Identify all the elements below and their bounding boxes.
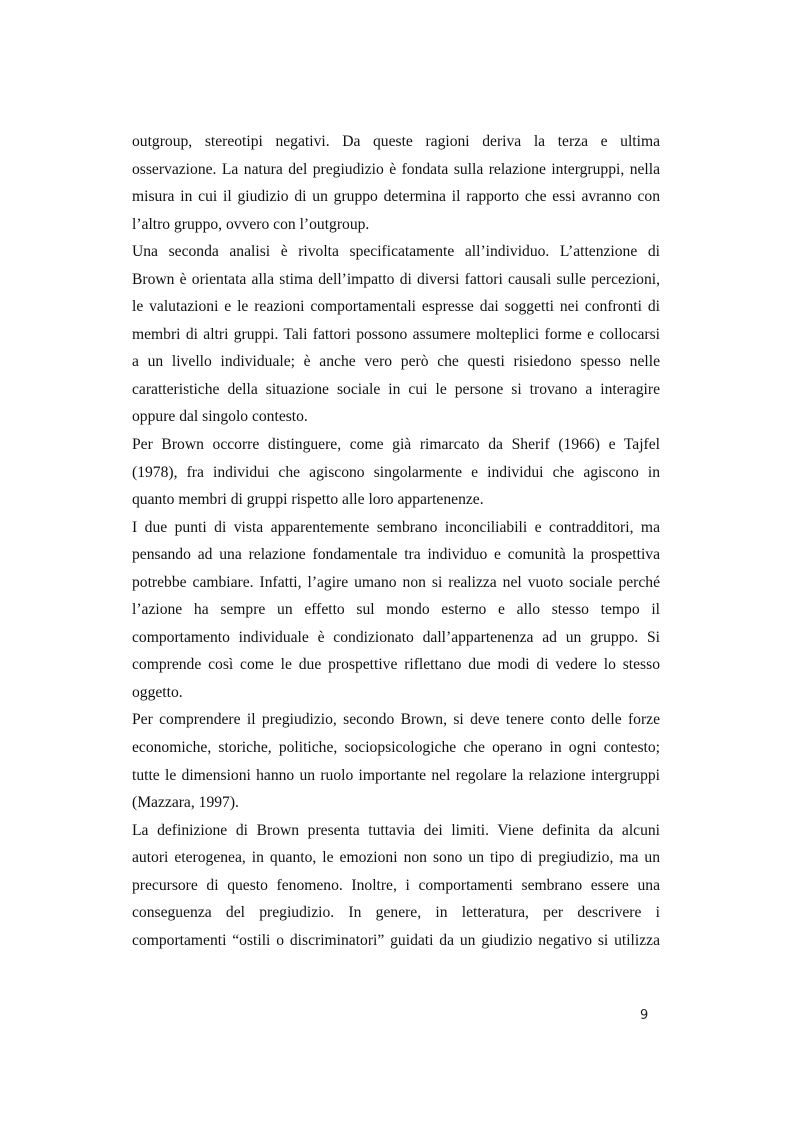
text-line: quanto membri di gruppi rispetto alle loro appartenenze. xyxy=(132,491,484,509)
text-line: Una seconda analisi è rivolta specificatamente all’individuo. L’attenzione di xyxy=(132,243,660,261)
text-line: Per Brown occorre distinguere, come già rimarcato da Sherif (1966) e Tajfel xyxy=(132,436,660,454)
text-line: pensando ad una relazione fondamentale tra individuo e comunità la prospettiva xyxy=(132,546,660,564)
text-line: potrebbe cambiare. Infatti, l’agire umano non si realizza nel vuoto sociale perché xyxy=(132,573,660,591)
text-line: comprende così come le due prospettive riflettano due modi di vedere lo stesso xyxy=(132,656,660,674)
text-line: tutte le dimensioni hanno un ruolo importante nel regolare la relazione intergruppi xyxy=(132,766,660,784)
text-line: l’azione ha sempre un effetto sul mondo esterno e allo stesso tempo il xyxy=(132,601,660,619)
text-line: outgroup, stereotipi negativi. Da queste ragioni deriva la terza e ultima xyxy=(132,133,660,150)
text-line: a un livello individuale; è anche vero però che questi risiedono spesso nelle xyxy=(132,353,660,371)
text-line: oggetto. xyxy=(132,683,183,701)
text-line: misura in cui il giudizio di un gruppo determina il rapporto che essi avranno con xyxy=(132,188,660,206)
text-line: La definizione di Brown presenta tuttavia dei limiti. Viene definita da alcuni xyxy=(132,821,660,839)
text-line: (1978), fra individui che agiscono singolarmente e individui che agiscono in xyxy=(132,463,660,481)
page-number: 9 xyxy=(640,1008,649,1023)
body-text xyxy=(132,128,660,954)
text-line: Brown è orientata alla stima dell’impatto di diversi fattori causali sulle percezioni, xyxy=(132,270,660,288)
text-line: conseguenza del pregiudizio. In genere, in letteratura, per descrivere i xyxy=(132,904,660,922)
text-line: le valutazioni e le reazioni comportamentali espresse dai soggetti nei confronti di xyxy=(132,298,660,316)
text-line: comportamento individuale è condizionato dall’appartenenza ad un gruppo. Si xyxy=(132,628,660,646)
text-line: oppure dal singolo contesto. xyxy=(132,408,308,426)
text-line: osservazione. La natura del pregiudizio è fondata sulla relazione intergruppi, nella xyxy=(132,160,660,178)
text-line: caratteristiche della situazione sociale in cui le persone si trovano a interagire xyxy=(132,380,660,398)
text-line: autori eterogenea, in quanto, le emozioni non sono un tipo di pregiudizio, ma un xyxy=(132,849,660,867)
text-line: (Mazzara, 1997). xyxy=(132,794,239,812)
text-line: membri di altri gruppi. Tali fattori possono assumere molteplici forme e collocarsi xyxy=(132,325,660,343)
text-line: economiche, storiche, politiche, sociopsicologiche che operano in ogni contesto; xyxy=(132,739,660,757)
text-line: comportamenti “ostili o discriminatori” guidati da un giudizio negativo si utilizza xyxy=(132,931,660,949)
text-line: l’altro gruppo, ovvero con l’outgroup. xyxy=(132,215,370,233)
text-line: precursore di questo fenomeno. Inoltre, i comportamenti sembrano essere una xyxy=(132,876,660,894)
text-line: Per comprendere il pregiudizio, secondo Brown, si deve tenere conto delle forze xyxy=(132,711,660,729)
text-line: I due punti di vista apparentemente sembrano inconciliabili e contradditori, ma xyxy=(132,518,660,536)
